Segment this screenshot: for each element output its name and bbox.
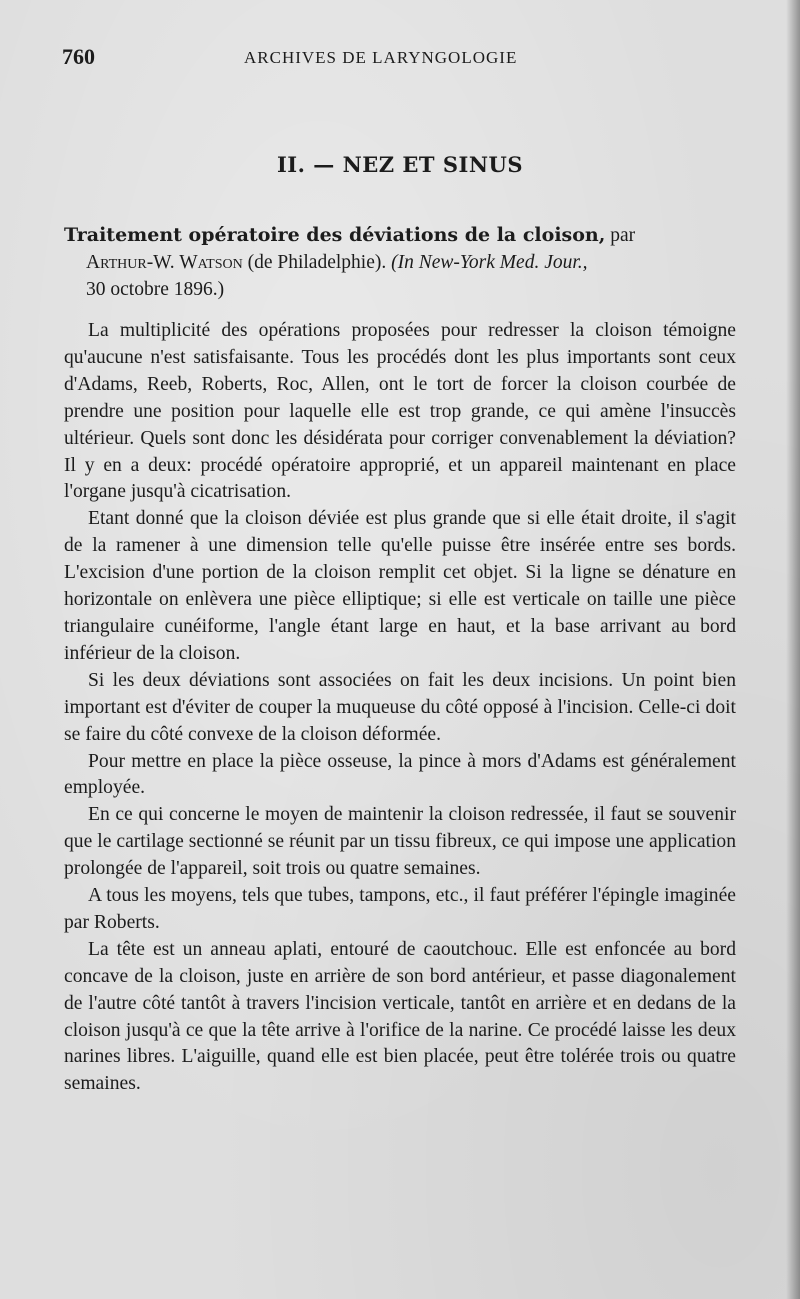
running-head [62, 44, 770, 68]
paragraph-1: La multiplicité des opérations proposées pour redresser la cloison témoigne qu'aucune n'est satisfaisante. Tous les procédés dont les plus importants sont ceux d'Adams, Reeb, Roberts, Roc, Allen, ont le tort de forcer la cloison courbée de prendre une position pour laquelle elle est trop grande, ce qui amène l'insuccès ultérieur. Quels sont donc les désidérata pour corriger convenablement la déviation? Il y en a deux: procédé opératoire approprié, et un appareil maintenant en place l'organe jusqu'à cicatrisation. [64, 320, 736, 503]
article-by: par [605, 225, 636, 246]
article-title: Traitement opératoire des déviations de la cloison, [64, 224, 606, 246]
paragraph-6: A tous les moyens, tels que tubes, tampons, etc., il faut préférer l'épingle imaginée par Roberts. [64, 885, 736, 933]
paragraph-3: Si les deux déviations sont associées on fait les deux incisions. Un point bien important est d'éviter de couper la muqueuse du côté opposé à l'incision. Celle-ci doit se faire du côté convexe de la cloison déformée. [64, 669, 736, 745]
article-citation-date: 30 octobre 1896.) [86, 279, 225, 300]
section-heading: II. — NEZ ET SINUS [276, 152, 524, 177]
article-body [64, 318, 736, 1098]
article-author: Arthur-W. Watson [86, 252, 243, 273]
article-byline [64, 249, 744, 276]
article-citation-source: (In New-York Med. Jour., [391, 252, 588, 273]
paragraph-5: En ce qui concerne le moyen de maintenir la cloison redressée, il faut se souvenir que le cartilage sectionné se réunit par un tissu fibreux, ce qui impose une application prolongée de l'appareil, soit trois ou quatre semaines. [64, 804, 736, 880]
paragraph-7: La tête est un anneau aplati, entouré de caoutchouc. Elle est enfoncée au bord concave de la cloison, juste en arrière de son bord antérieur, et passe diagonalement de l'autre côté tantôt à travers l'incision verticale, tantôt en arrière et en dedans de la cloison jusqu'à ce que la tête arrive à l'orifice de la narine. Ce procédé laisse les deux narines libres. L'aiguille, quand elle est bien placée, peut être tolérée trois ou quatre semaines. [64, 938, 736, 1095]
paragraph-2: Etant donné que la cloison déviée est plus grande que si elle était droite, il s'agit de la ramener à une dimension telle qu'elle puisse être insérée entre ses bords. L'excision d'une portion de la cloison remplit cet objet. Si la ligne se dénature en horizontale on enlèvera une pièce elliptique; si elle est verticale on taille une pièce triangulaire cunéiforme, l'angle étant large en haut, et la base arrivant au bord inférieur de la cloison. [64, 508, 736, 664]
article-header [64, 222, 744, 303]
paragraph-4: Pour mettre en place la pièce osseuse, la pince à mors d'Adams est généralement employée. [64, 750, 736, 799]
article-affiliation: (de Philadelphie). [242, 252, 392, 273]
page-number: 760 [62, 44, 95, 69]
journal-title: ARCHIVES DE LARYNGOLOGIE [244, 48, 518, 67]
